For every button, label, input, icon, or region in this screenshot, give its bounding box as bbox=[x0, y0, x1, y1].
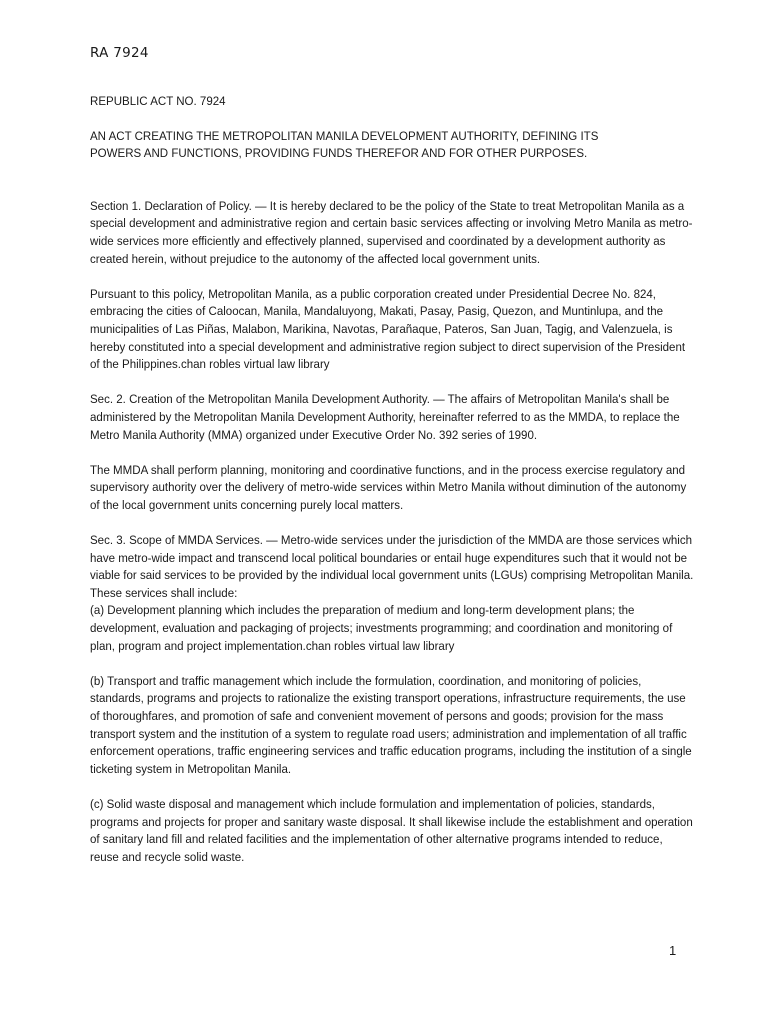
section-2-mmda-functions-paragraph: The MMDA shall perform planning, monitoring and coordinative functions, and in the process exercise regulatory and supervisory authority over the delivery of metro-wide services within Metro Manila without diminution of the autonomy of the local government units concerning purely local matters. bbox=[90, 462, 687, 512]
section-1-paragraph: Section 1. Declaration of Policy. — It is hereby declared to be the policy of the State to treat Metropolitan Manila as a special development and administrative region and certain basic services affecting or involving Metro Manila as metro-wide services more efficiently and effectively planned, supervised and coordinated by a development authority as created herein, without prejudice to the autonomy of the affected local government units. bbox=[90, 198, 693, 266]
section-2-paragraph: Sec. 2. Creation of the Metropolitan Manila Development Authority. — The affairs of Metropolitan Manila's shall be administered by the Metropolitan Manila Development Authority, hereinafter referred to as the MMDA, to replace the Metro Manila Authority (MMA) organized under Executive Order No. 392 series of 1990. bbox=[90, 392, 680, 442]
section-3-item-b: (b) Transport and traffic management which include the formulation, coordination, and monitoring of policies, standards, programs and projects to rationalize the existing transport operations, infrastructure requirements, the use of thoroughfares, and promotion of safe and convenient movement of persons and goods; provision for the mass transport system and the institution of a system to regulate road users; administration and implementation of all traffic enforcement operations, traffic engineering services and traffic education programs, including the institution of a single ticketing system in Metropolitan Manila. bbox=[90, 673, 692, 776]
section-3-item-a: (a) Development planning which includes the preparation of medium and long-term development plans; the development, evaluation and packaging of projects; investments programming; and coordination and monitoring of plan, program and project implementation.chan robles virtual law library bbox=[90, 603, 673, 653]
act-title bbox=[90, 128, 695, 163]
section-3-paragraph: Sec. 3. Scope of MMDA Services. — Metro-wide services under the jurisdiction of the MMDA are those services which have metro-wide impact and transcend local political boundaries or entail huge expenditures such that it would not be viable for said services to be provided by the individual local government units (LGUs) comprising Metropolitan Manila. These services shall include: bbox=[90, 533, 694, 600]
document-header-ref: RA 7924 bbox=[90, 45, 149, 61]
page-number: 1 bbox=[669, 943, 677, 958]
section-3-item-c: (c) Solid waste disposal and management which include formulation and implementation of policies, standards, programs and projects for proper and sanitary waste disposal. It shall likewise include the establishment and operation of sanitary land fill and related facilities and the implementation of other alternative programs intended to reduce, reuse and recycle solid waste. bbox=[90, 796, 693, 864]
act-title-line-1: AN ACT CREATING THE METROPOLITAN MANILA DEVELOPMENT AUTHORITY, DEFINING ITS bbox=[90, 128, 599, 143]
act-title-line-2: POWERS AND FUNCTIONS, PROVIDING FUNDS THEREFOR AND FOR OTHER PURPOSES. bbox=[90, 146, 588, 161]
section-1-pursuant-paragraph: Pursuant to this policy, Metropolitan Manila, as a public corporation created under Presidential Decree No. 824, embracing the cities of Caloocan, Manila, Mandaluyong, Makati, Pasay, Pasig, Quezon, and Muntinlupa, and the municipalities of Las Piñas, Malabon, Marikina, Navotas, Parañaque, Pateros, San Juan, Tagig, and Valenzuela, is hereby constituted into a special development and administrative region subject to direct supervision of the President of the Philippines.chan robles virtual law library bbox=[90, 286, 686, 372]
act-number: REPUBLIC ACT NO. 7924 bbox=[90, 94, 226, 108]
document-body bbox=[90, 93, 695, 884]
